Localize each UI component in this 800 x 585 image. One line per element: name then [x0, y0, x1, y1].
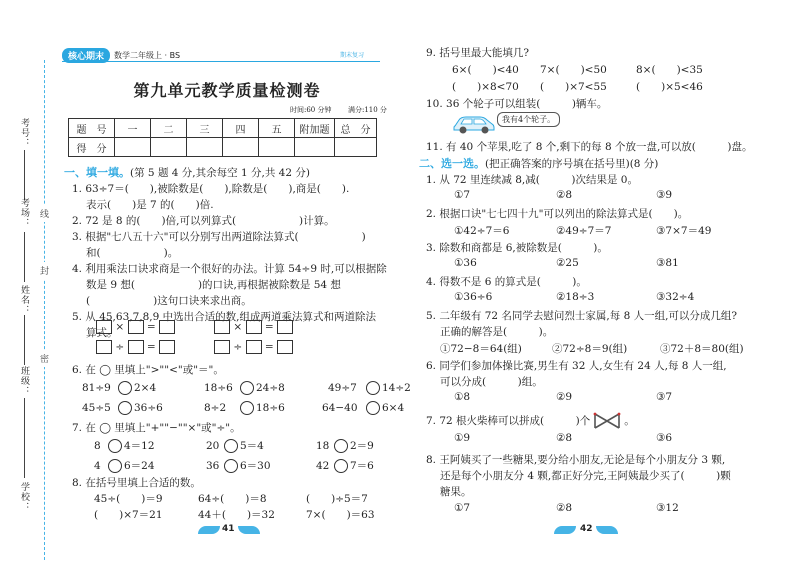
- option[interactable]: ②8: [556, 502, 573, 514]
- score-cell: 二: [151, 119, 187, 138]
- choice-6-options: [454, 391, 672, 403]
- question-3-line-1: 3. 根据"七八五十六"可以分别写出两道除法算式( ): [72, 231, 366, 243]
- operator-circle[interactable]: [334, 439, 348, 453]
- question-11: 11. 有 40 个苹果,吃了 8 个,剩下的每 8 个放一盘,可以放( )盘。: [426, 141, 753, 153]
- question-1-line-2: 表示( )是 7 的( )倍.: [86, 199, 214, 211]
- label-class: 班级：: [19, 366, 29, 396]
- divide-sign: ÷: [115, 341, 125, 353]
- speech-bubble: 我有4个轮子。: [497, 112, 560, 127]
- choice-8-line-2: 还是每个小朋友分 4 颗,都正好分完,王阿姨最少买了( )颗: [440, 470, 731, 482]
- q8-row: 45÷( )＝9 64÷( )＝8 ( )÷5＝7: [94, 493, 368, 505]
- choice-5-line-1: 5. 二年级有 72 名同学去慰问烈士家属,每 8 人一组,可以分成几组?: [426, 310, 738, 322]
- operator-circle[interactable]: [224, 439, 238, 453]
- q7-row: 4 6＝24 36 6＝30 42 7＝6: [94, 460, 374, 472]
- choice-8-line-1: 8. 王阿姨买了一些糖果,要分给小朋友,无论是每个小朋友分 3 颗,: [426, 454, 726, 466]
- label-name: 姓名：: [19, 285, 29, 315]
- header-rule: [62, 61, 380, 62]
- option[interactable]: ①72−8＝64(组): [440, 343, 522, 355]
- score-input-cell[interactable]: [335, 138, 377, 157]
- section-2-title: 二、选一选。: [419, 157, 485, 170]
- blank-line: [24, 398, 25, 478]
- choice-1-options: [454, 189, 672, 201]
- answer-box[interactable]: [246, 320, 262, 334]
- option[interactable]: ①8: [454, 391, 471, 403]
- compare-circle[interactable]: [366, 401, 380, 415]
- choice-2-options: [454, 223, 711, 238]
- label-exam-room: 考场：: [19, 198, 29, 228]
- score-cell: 总 分: [335, 119, 377, 138]
- q7-row: 8 4＝12 20 5＝4 18 2＝9: [94, 440, 374, 452]
- choice-6-line-2: 可以分成( )组。: [440, 376, 543, 388]
- seal-word: 封: [40, 262, 49, 279]
- section-2-heading: [419, 155, 658, 171]
- equals-sign: =: [264, 341, 274, 353]
- compare-circle[interactable]: [118, 401, 132, 415]
- header-tag: 期末复习: [340, 52, 365, 59]
- option[interactable]: ③7: [656, 391, 673, 403]
- operator-circle[interactable]: [224, 459, 238, 473]
- choice-7-text: 7. 72 根火柴棒可以拼成( )个: [426, 415, 591, 427]
- exam-meta: [290, 105, 387, 115]
- answer-box[interactable]: [128, 320, 144, 334]
- seal-word: 密: [40, 350, 49, 367]
- q5-multiplication-2: [214, 320, 293, 334]
- answer-box[interactable]: [277, 320, 293, 334]
- answer-box[interactable]: [277, 340, 293, 354]
- answer-box[interactable]: [128, 340, 144, 354]
- q5-division-1: [96, 340, 175, 354]
- leaf-ornament-icon: [596, 526, 618, 534]
- option[interactable]: ③9: [656, 189, 673, 201]
- choice-3: 3. 除数和商都是 6,被除数是( )。: [426, 242, 608, 254]
- matchstick-shape-icon: [592, 411, 622, 431]
- page-number-right: 42: [580, 524, 593, 534]
- answer-box[interactable]: [96, 340, 112, 354]
- label-school: 学校：: [19, 482, 29, 512]
- option[interactable]: ②8: [556, 432, 573, 444]
- option[interactable]: ③7×7＝49: [656, 225, 712, 237]
- equals-sign: =: [264, 321, 274, 333]
- score-cell: 附加题: [295, 119, 335, 138]
- leaf-ornament-icon: [238, 526, 260, 534]
- answer-box[interactable]: [159, 320, 175, 334]
- operator-circle[interactable]: [108, 439, 122, 453]
- choice-5-line-2: 正确的解答是( )。: [440, 326, 554, 338]
- score-cell: 题 号: [69, 119, 115, 138]
- question-1-line-1: 1. 63÷7＝( ),被除数是( ),除数是( ),商是( ).: [72, 183, 350, 195]
- choice-8-options: [454, 502, 679, 514]
- answer-box[interactable]: [159, 340, 175, 354]
- question-5-line-1: 5. 从 45,63,7,8,9 中选出合适的数,组成两道乘法算式和两道除法: [72, 311, 376, 323]
- option[interactable]: ①9: [454, 432, 471, 444]
- option[interactable]: ②18÷3: [556, 291, 595, 303]
- binding-margin: [0, 0, 52, 585]
- score-input-cell[interactable]: [115, 138, 151, 157]
- section-1-heading: [64, 164, 310, 180]
- compare-circle[interactable]: [366, 381, 380, 395]
- answer-box[interactable]: [214, 320, 230, 334]
- choice-3-options: [454, 257, 679, 269]
- compare-circle[interactable]: [240, 401, 254, 415]
- answer-box[interactable]: [96, 320, 112, 334]
- option[interactable]: ③12: [656, 502, 679, 514]
- choice-2: 2. 根据口诀"七七四十九"可以列出的除法算式是( )。: [426, 208, 689, 220]
- score-table-header-row: [69, 119, 377, 138]
- divide-sign: ÷: [233, 341, 243, 353]
- exam-title: 第九单元教学质量检测卷: [133, 81, 321, 100]
- option[interactable]: ③81: [656, 257, 679, 269]
- option[interactable]: ③72＋8＝80(组): [660, 343, 744, 355]
- score-input-cell[interactable]: [259, 138, 295, 157]
- option[interactable]: ①36÷6: [454, 291, 493, 303]
- option[interactable]: ②9: [556, 391, 573, 403]
- option[interactable]: ③32÷4: [656, 291, 695, 303]
- option[interactable]: ②72÷8＝9(组): [552, 343, 628, 355]
- answer-box[interactable]: [214, 340, 230, 354]
- operator-circle[interactable]: [108, 459, 122, 473]
- answer-box[interactable]: [246, 340, 262, 354]
- q5-division-2: [214, 340, 293, 354]
- brand-header: [62, 48, 180, 62]
- q6-row: 81÷9 2×4 18÷6 24÷8 49÷7 14÷2: [82, 382, 411, 394]
- choice-5-options: [440, 341, 744, 356]
- score-cell: 得 分: [69, 138, 115, 157]
- score-table-score-row: [69, 138, 377, 157]
- choice-7-options: [454, 432, 672, 444]
- brand-logo: 核心期末: [62, 48, 110, 63]
- compare-circle[interactable]: [118, 381, 132, 395]
- seal-word: 线: [40, 205, 49, 222]
- choice-6-line-1: 6. 同学们参加体操比赛,男生有 32 人,女生有 24 人,每 8 人一组,: [426, 360, 727, 372]
- binding-dashed-line: [44, 60, 45, 560]
- question-9: 9. 括号里最大能填几?: [426, 47, 529, 59]
- blank-line: [24, 150, 25, 200]
- times-sign: ×: [115, 321, 125, 333]
- question-4-line-1: 4. 利用乘法口诀求商是一个很好的办法。计算 54÷9 时,可以根据除: [72, 263, 387, 275]
- operator-circle[interactable]: [334, 459, 348, 473]
- question-4-line-2: 数是 9 想( )的口诀,再根据被除数是 54 想: [86, 279, 341, 291]
- question-10: 10. 36 个轮子可以组装( )辆车。: [426, 98, 608, 110]
- exam-score: 满分:110 分: [347, 106, 387, 114]
- question-6: 6. 在 ◯ 里填上">""<"或"＝"。: [72, 364, 224, 376]
- section-2-note: (把正确答案的序号填在括号里)(8 分): [485, 158, 659, 170]
- leaf-ornament-icon: [198, 526, 220, 534]
- choice-7-end: 。: [624, 415, 635, 427]
- choice-8-line-3: 糖果。: [440, 486, 472, 498]
- q5-multiplication-1: [96, 320, 175, 334]
- option[interactable]: ③6: [656, 432, 673, 444]
- equals-sign: =: [146, 341, 156, 353]
- leaf-ornament-icon: [554, 526, 576, 534]
- section-1-title: 一、填一填。: [64, 166, 130, 179]
- q9-row: 6×( )<40 7×( )<50 8×( )<35: [452, 64, 703, 76]
- section-1-note: (第 5 题 4 分,其余每空 1 分,共 42 分): [130, 167, 310, 179]
- score-input-cell[interactable]: [295, 138, 335, 157]
- question-8: 8. 在括号里填上合适的数。: [72, 477, 201, 489]
- score-cell: 三: [187, 119, 223, 138]
- question-7: 7. 在 ◯ 里填上"+""−""×"或"÷"。: [72, 422, 241, 434]
- score-table: [68, 118, 377, 157]
- score-cell: 五: [259, 119, 295, 138]
- question-4-line-3: ( )这句口诀来求出商。: [86, 295, 252, 307]
- score-input-cell[interactable]: [151, 138, 187, 157]
- score-input-cell[interactable]: [187, 138, 223, 157]
- blank-line: [24, 315, 25, 365]
- times-sign: ×: [233, 321, 243, 333]
- question-3-line-2: 和( )。: [86, 247, 179, 259]
- score-cell: 一: [115, 119, 151, 138]
- question-2: 2. 72 是 8 的( )倍,可以列算式( )计算。: [72, 215, 335, 227]
- label-exam-number: 考号：: [19, 118, 29, 148]
- option[interactable]: ②49÷7＝7: [556, 225, 612, 237]
- option[interactable]: ①42÷7＝6: [454, 225, 510, 237]
- q6-row: 45÷5 36÷6 8÷2 18÷6 64−40 6×4: [82, 402, 405, 414]
- blank-line: [24, 232, 25, 282]
- car-icon: [452, 111, 496, 135]
- q9-row: ( )×8<70 ( )×7<55 ( )×5<46: [452, 81, 703, 93]
- choice-4-options: [454, 291, 694, 303]
- option[interactable]: ②25: [556, 257, 579, 269]
- option[interactable]: ①36: [454, 257, 477, 269]
- compare-circle[interactable]: [240, 381, 254, 395]
- option[interactable]: ①7: [454, 189, 471, 201]
- choice-7: [426, 411, 635, 431]
- score-input-cell[interactable]: [223, 138, 259, 157]
- question-5-line-2: 算式。: [86, 327, 118, 339]
- equals-sign: =: [146, 321, 156, 333]
- option[interactable]: ①7: [454, 502, 471, 514]
- score-cell: 四: [223, 119, 259, 138]
- q8-row: ( )×7＝21 44＋( )＝32 7×( )＝63: [94, 509, 375, 521]
- page-number-left: 41: [222, 524, 235, 534]
- choice-1: 1. 从 72 里连续减 8,减( )次结果是 0。: [426, 174, 638, 186]
- option[interactable]: ②8: [556, 189, 573, 201]
- exam-time: 时间:60 分钟: [290, 106, 332, 114]
- brand-subtitle: 数学二年级上 · BS: [114, 50, 181, 60]
- choice-4: 4. 得数不是 6 的算式是( )。: [426, 276, 587, 288]
